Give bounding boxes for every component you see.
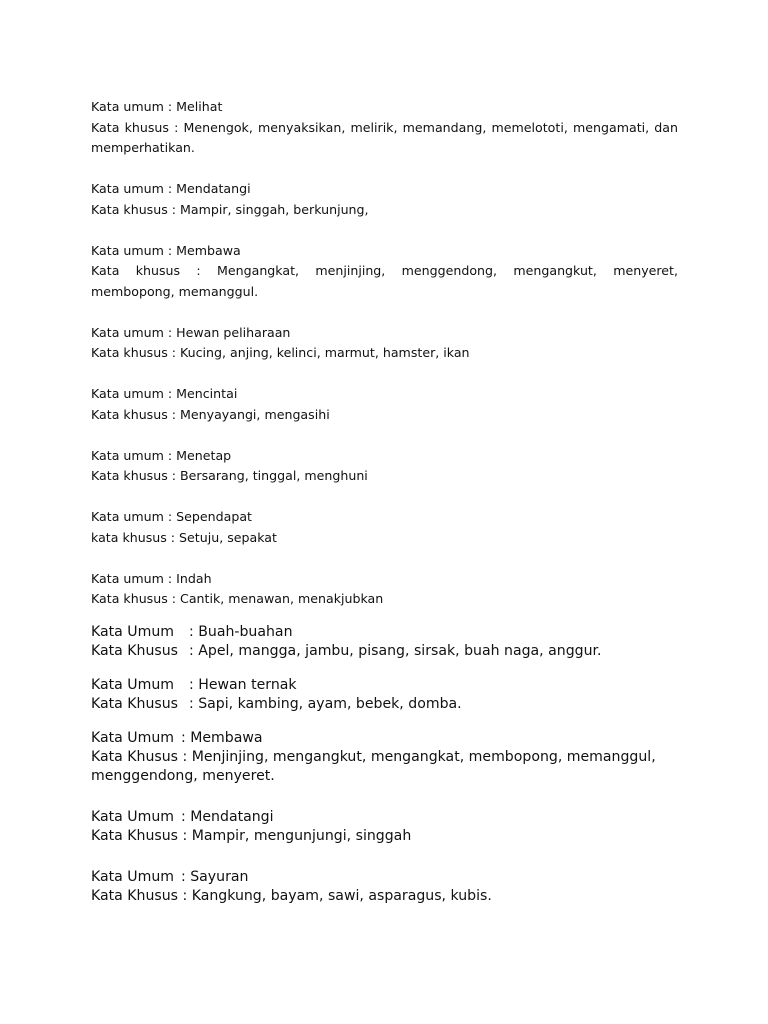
kata-umum-value: : Membawa [181, 730, 263, 747]
kata-khusus-line: Kata khusus : Menengok, menyaksikan, melirik, memandang, memelototi, mengamati, dan memperhatikan. [91, 119, 678, 155]
entry-membawa [91, 241, 678, 303]
kata-umum-line: Kata umum : Mendatangi [91, 181, 251, 196]
kata-khusus-line: kata khusus : Setuju, sepakat [91, 529, 277, 545]
kata-umum-line: Kata umum : Menetap [91, 447, 232, 463]
kata-khusus-continuation: menggendong, menyeret. [91, 767, 275, 784]
kata-umum-value: : Buah-buahan [189, 624, 293, 640]
entry-hewan-ternak [91, 676, 678, 713]
kata-umum-label: Kata Umum [91, 677, 174, 694]
kata-umum-line [91, 623, 678, 642]
kata-umum-value: : Mendatangi [181, 809, 274, 826]
entry-mendatangi-2 [91, 808, 678, 845]
kata-umum-line: Kata umum : Membawa [91, 242, 241, 258]
kata-umum-line [91, 868, 678, 887]
kata-umum-line: Kata umum : Sependapat [91, 509, 252, 524]
kata-umum-label: Kata Umum [91, 809, 174, 826]
entry-menetap [91, 446, 678, 487]
kata-khusus-line: Kata khusus : Menyayangi, mengasihi [91, 406, 330, 422]
kata-khusus-label: Kata Khusus [91, 642, 178, 659]
section-a [91, 97, 678, 630]
kata-khusus-label: Kata Khusus [91, 695, 178, 712]
entry-mencintai [91, 384, 678, 425]
entry-indah [91, 569, 678, 610]
kata-khusus-line: Kata khusus : Mengangkat, menjinjing, menggendong, mengangkut, menyeret, membopong, memanggul. [91, 263, 678, 299]
kata-umum-line: Kata umum : Hewan peliharaan [91, 324, 291, 340]
kata-khusus-line: Kata Khusus : Menjinjing, mengangkut, mengangkat, membopong, memanggul, [91, 748, 656, 765]
entry-hewan-peliharaan [91, 323, 678, 364]
kata-umum-value: : Sayuran [181, 869, 249, 886]
kata-umum-line [91, 676, 678, 695]
kata-khusus-line: Kata khusus : Kucing, anjing, kelinci, marmut, hamster, ikan [91, 345, 470, 360]
kata-umum-label: Kata Umum [91, 730, 174, 747]
entry-mendatangi [91, 179, 678, 220]
kata-khusus-line: Kata khusus : Mampir, singgah, berkunjung, [91, 201, 369, 217]
kata-umum-label: Kata Umum [91, 624, 174, 640]
kata-umum-line: Kata umum : Mencintai [91, 386, 238, 401]
kata-umum-label: Kata Umum [91, 869, 174, 886]
kata-umum-line [91, 808, 678, 827]
kata-khusus-line: Kata khusus : Bersarang, tinggal, menghuni [91, 468, 368, 483]
kata-umum-line: Kata umum : Indah [91, 570, 212, 586]
kata-khusus-line [91, 642, 678, 661]
entry-sependapat [91, 507, 678, 548]
kata-umum-line [91, 729, 678, 748]
kata-umum-value: : Hewan ternak [189, 677, 297, 694]
entry-buah-buahan [91, 623, 678, 660]
kata-khusus-value: : Sapi, kambing, ayam, bebek, domba. [189, 695, 462, 712]
entry-membawa-2 [91, 729, 678, 785]
kata-khusus-line [91, 695, 678, 714]
kata-khusus-line: Kata khusus : Cantik, menawan, menakjubkan [91, 591, 384, 606]
kata-khusus-line: Kata Khusus : Kangkung, bayam, sawi, asparagus, kubis. [91, 887, 492, 904]
kata-umum-line: Kata umum : Melihat [91, 99, 223, 114]
kata-khusus-value: : Apel, mangga, jambu, pisang, sirsak, buah naga, anggur. [189, 642, 602, 659]
entry-sayuran [91, 868, 678, 905]
kata-khusus-line: Kata Khusus : Mampir, mengunjungi, singgah [91, 827, 412, 844]
section-b [91, 623, 678, 922]
entry-melihat [91, 97, 678, 159]
